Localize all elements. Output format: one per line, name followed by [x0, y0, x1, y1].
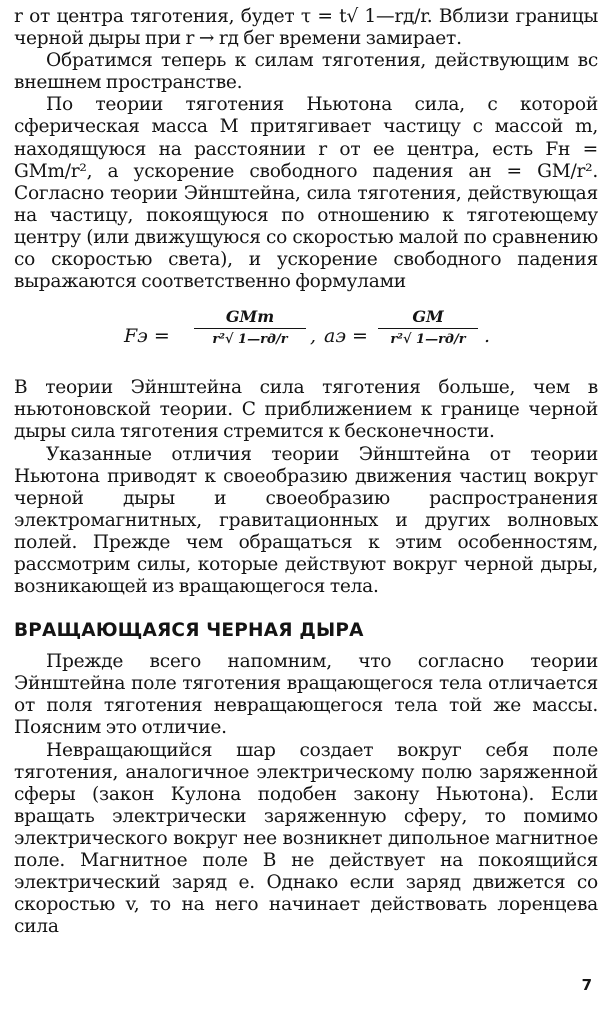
- formula-separator: ,: [310, 325, 317, 348]
- section-heading: ВРАЩАЮЩАЯСЯ ЧЕРНАЯ ДЫРА: [14, 620, 364, 642]
- formula-numerator-force: GMm: [194, 307, 306, 329]
- book-page: [14, 6, 598, 938]
- formula-fraction-force: [194, 307, 306, 347]
- formula-fraction-acceleration: [378, 307, 478, 347]
- formula-denominator-acceleration: r²√ 1—rд/r: [390, 332, 466, 348]
- paragraph-continuation: r от центра тяготения, будет τ = t√ 1—rд/r. Вблизи границы черной дыры при r → rд бег времени замирает.: [14, 6, 598, 50]
- paragraph-newton-einstein: По теории тяготения Ньютона сила, с которой сферическая масса M притягивает частицу с массой m, находящуюся на расстоянии r от ее центра, есть Fн = GMm/r², а ускорение свободного падения aн = GM/r². Согласно теории Эйнштейна, сила тяготения, действующая на частицу, покоящуюся по отношению к тяготеющему центру (или движущуюся со скоростью малой по сравнению со скоростью света), и ускорение свободного падения выражаются соответственно формулами: [14, 94, 598, 293]
- page-number: 7: [581, 976, 592, 994]
- formula-numerator-acceleration: GM: [378, 307, 478, 329]
- formula-lhs-force: Fэ =: [124, 325, 170, 348]
- paragraph-rotating-intro: Прежде всего напомним, что согласно теории Эйнштейна поле тяготения вращающегося тела отличается от поля тяготения невращающегося тела той же массы. Поясним это отличие.: [14, 651, 598, 739]
- paragraph-force-comparison: В теории Эйнштейна сила тяготения больше, чем в ньютоновской теории. С приближением к границе черной дыры сила тяготения стремится к бесконечности.: [14, 377, 598, 443]
- formula-lhs-acceleration: aэ =: [324, 325, 368, 348]
- formula-end: .: [484, 325, 491, 348]
- formula-denominator-force: r²√ 1—rд/r: [212, 332, 288, 348]
- paragraph-rotating-analogy: Невращающийся шар создает вокруг себя поле тяготения, аналогичное электрическому полю заряженной сферы (закон Кулона подобен закону Ньютона). Если вращать электрически заряженную сферу, то помимо электрического вокруг нее возникнет дипольное магнитное поле. Магнитное поле B не действует на покоящийся электрический заряд e. Однако если заряд движется со скоростью v, то на него начинает действовать лоренцева сила: [14, 739, 598, 938]
- paragraph-forces-intro: Обратимся теперь к силам тяготения, действующим вс внешнем пространстве.: [14, 50, 598, 94]
- paragraph-differences: Указанные отличия теории Эйнштейна от теории Ньютона приводят к своеобразию движения частиц вокруг черной дыры и своеобразию распространения электромагнитных, гравитационных и других волновых полей. Прежде чем обращаться к этим особенностям, рассмотрим силы, которые действуют вокруг черной дыры, возникающей из вращающегося тела.: [14, 443, 598, 598]
- formula-force-acceleration: [14, 301, 598, 371]
